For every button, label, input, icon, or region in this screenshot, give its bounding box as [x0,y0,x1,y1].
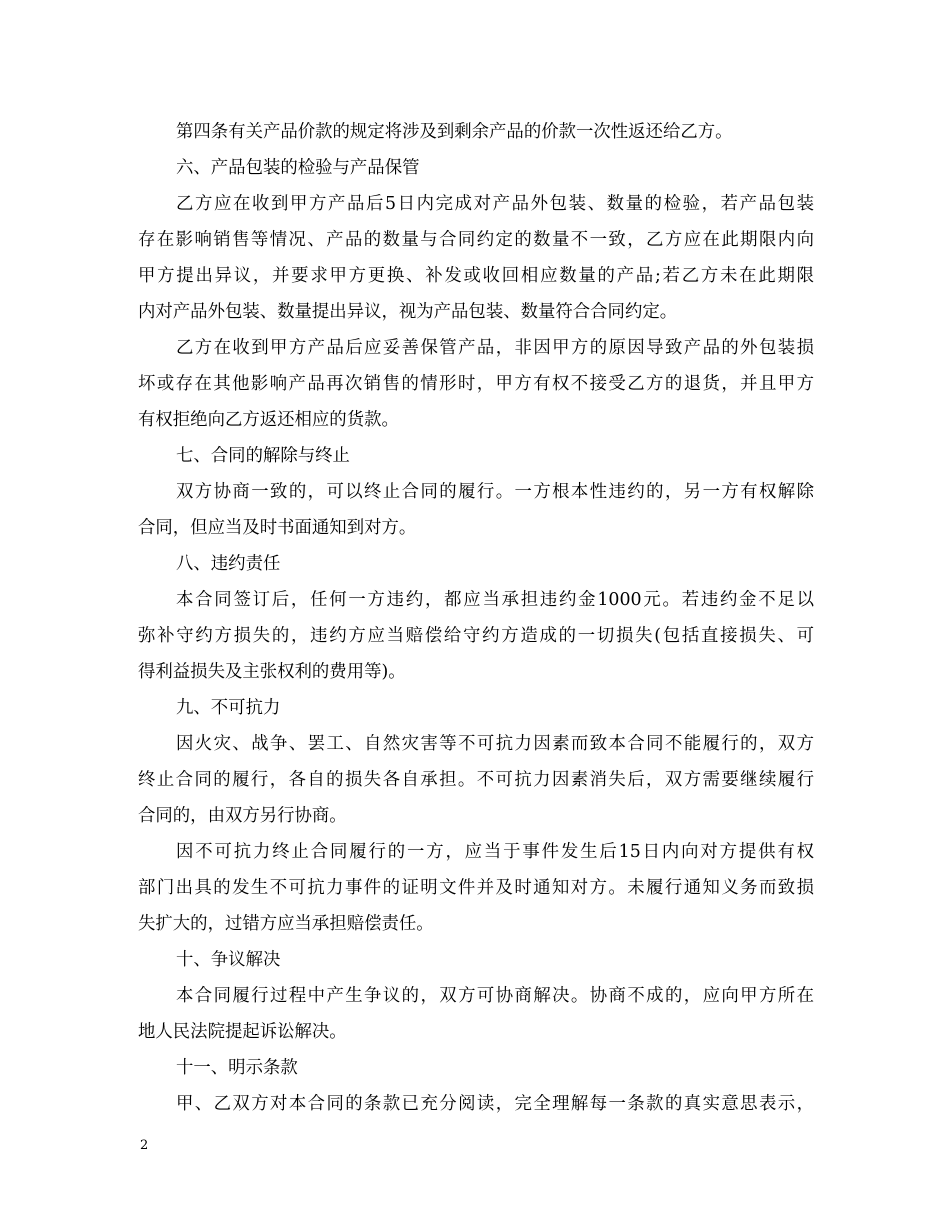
paragraph-line: 弥补守约方损失的，违约方应当赔偿给守约方造成的一切损失(包括直接损失、可 [138,626,814,646]
section-heading-termination: 七、合同的解除与终止 [176,446,350,466]
paragraph-line: 双方协商一致的，可以终止合同的履行。一方根本性违约的，另一方有权解除 [176,482,814,502]
paragraph-line: 乙方在收到甲方产品后应妥善保管产品，非因甲方的原因导致产品的外包装损 [176,338,814,358]
paragraph-line: 第四条有关产品价款的规定将涉及到剩余产品的价款一次性返还给乙方。 [176,122,733,142]
paragraph-line: 本合同签订后，任何一方违约，都应当承担违约金1000元。若违约金不足以 [176,590,814,610]
paragraph-line: 内对产品外包装、数量提出异议，视为产品包装、数量符合合同约定。 [138,302,678,322]
paragraph-line: 部门出具的发生不可抗力事件的证明文件并及时通知对方。未履行通知义务而致损 [138,878,814,898]
section-heading-packaging: 六、产品包装的检验与产品保管 [176,158,420,178]
paragraph-line: 终止合同的履行，各自的损失各自承担。不可抗力因素消失后，双方需要继续履行 [138,770,814,790]
paragraph-line: 坏或存在其他影响产品再次销售的情形时，甲方有权不接受乙方的退货，并且甲方 [138,374,814,394]
paragraph-line: 甲方提出异议，并要求甲方更换、补发或收回相应数量的产品;若乙方未在此期限 [138,266,814,286]
section-heading-liability: 八、违约责任 [176,554,281,574]
document-body [138,114,814,1122]
section-heading-express-terms: 十一、明示条款 [176,1058,298,1078]
paragraph-line: 因火灾、战争、罢工、自然灾害等不可抗力因素而致本合同不能履行的，双方 [176,734,814,754]
paragraph-line: 甲、乙双方对本合同的条款已充分阅读，完全理解每一条款的真实意思表示， [176,1094,814,1114]
paragraph-line: 地人民法院提起诉讼解决。 [138,1022,347,1042]
section-heading-force-majeure: 九、不可抗力 [176,698,281,718]
paragraph-line: 得利益损失及主张权利的费用等)。 [138,662,406,682]
paragraph-line: 因不可抗力终止合同履行的一方，应当于事件发生后15日内向对方提供有权 [176,842,814,862]
paragraph-line: 乙方应在收到甲方产品后5日内完成对产品外包装、数量的检验，若产品包装 [176,194,814,214]
paragraph-line: 失扩大的，过错方应当承担赔偿责任。 [138,914,434,934]
paragraph-line: 本合同履行过程中产生争议的，双方可协商解决。协商不成的，应向甲方所在 [176,986,814,1006]
section-heading-dispute: 十、争议解决 [176,950,281,970]
paragraph-line: 有权拒绝向乙方返还相应的货款。 [138,410,399,430]
page-number: 2 [140,1138,149,1153]
paragraph-line: 合同，但应当及时书面通知到对方。 [138,518,417,538]
paragraph-line: 合同的，由双方另行协商。 [138,806,347,826]
paragraph-line: 存在影响销售等情况、产品的数量与合同约定的数量不一致，乙方应在此期限内向 [138,230,814,250]
